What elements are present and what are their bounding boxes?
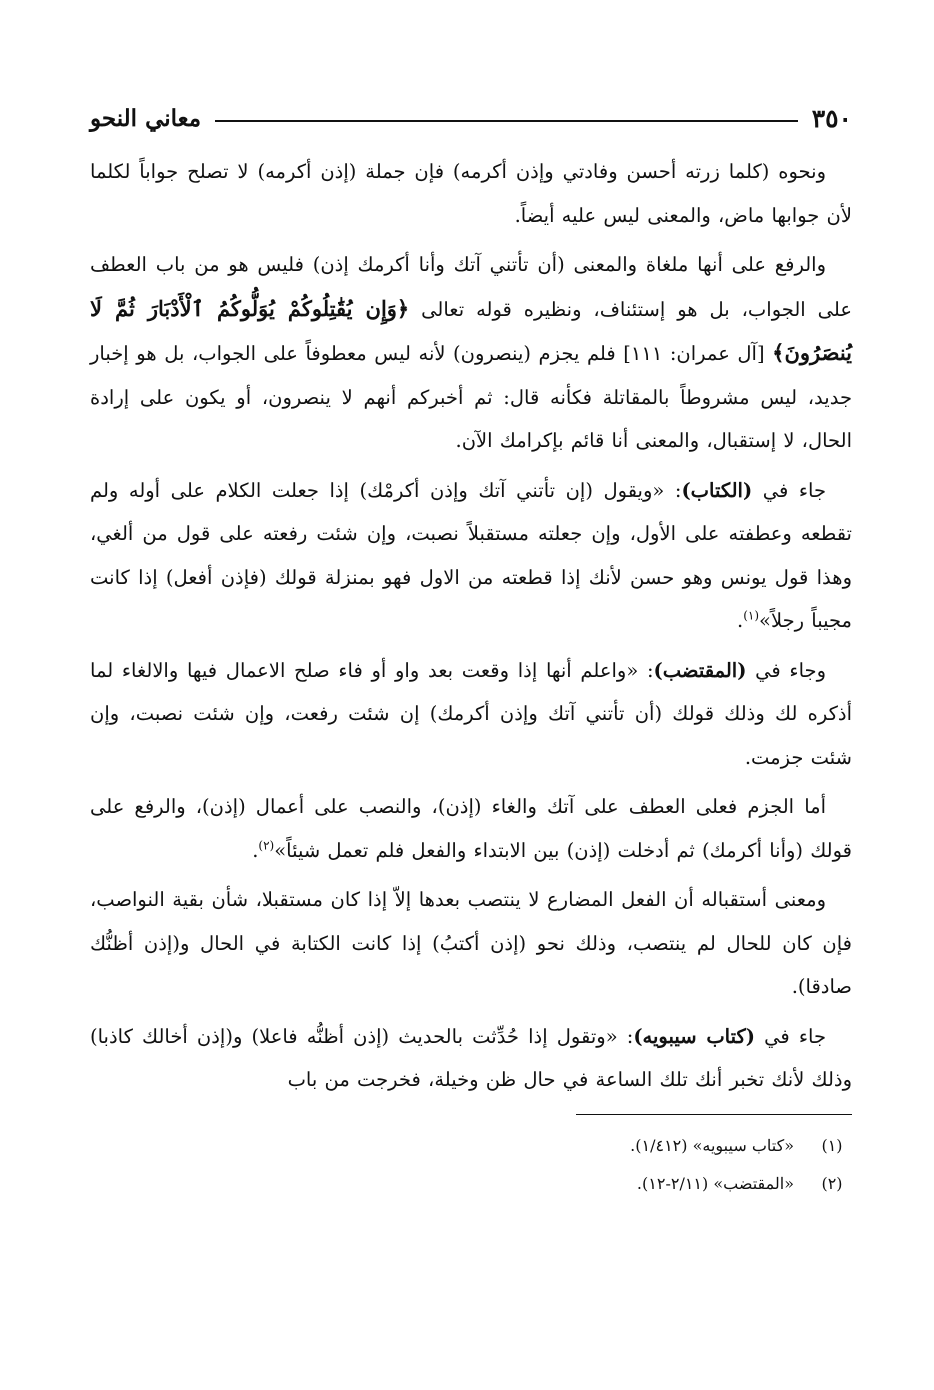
page-number: ٣٥٠ [811, 103, 852, 133]
paragraph-4-text: : «واعلم أنها إذا وقعت بعد واو أو فاء صلح الاعمال فيها والالغاء لما أذكره لك وذلك قولك (أن تأتني آتك وإذن أكرمك) إن شئت رفعت، وإن شئت نصبت، وإن شئت جزمت. [90, 658, 852, 769]
body-text [90, 150, 852, 1102]
page-header [90, 96, 852, 140]
footnote-2 [90, 1165, 852, 1203]
paragraph-7-lead: جاء في [755, 1024, 826, 1048]
footnote-1 [90, 1127, 852, 1165]
source-title-muqtadab: (المقتضب) [653, 658, 747, 682]
footnote-text: «المقتضب» (٢/١١-١٢). [636, 1173, 794, 1193]
footnote-separator [576, 1114, 852, 1115]
paragraph-2 [90, 243, 852, 463]
paragraph-4-lead: وجاء في [746, 658, 826, 682]
paragraph-5-end: . [252, 838, 259, 862]
paragraph-6: ومعنى أستقباله أن الفعل المضارع لا ينتصب بعدها إلاّ إذا كان مستقبلا، شأن بقية النواصب، فإن كان للحال لم ينتصب، وذلك نحو (إذن أكتبُ) إذا كانت الكتابة في الحال و(إذن أظنُّك صادقا). [90, 888, 852, 998]
paragraph-2-text-a: والرفع على أنها ملغاة والمعنى (أن تأتني آتك وأنا أكرمك إذن) فليس هو من باب العطف على الجواب، بل هو إستئناف، ونظيره قوله تعالى [90, 253, 852, 321]
paragraph-5 [90, 785, 852, 872]
source-title-sibawayh: (كتاب سيبويه) [633, 1024, 756, 1048]
paragraph-7-text: : «وتقول إذا حُدِّثت بالحديث (إذن أظنُّه فاعلا) و(إذن أخالك كاذبا) وذلك لأنك تخبر أنك تلك الساعة في حال ظن وخيلة، فخرجت من باب [90, 1024, 852, 1091]
footnote-number: (٢) [821, 1173, 843, 1193]
paragraph-3-lead: جاء في [752, 478, 826, 502]
paragraph-7 [90, 1015, 852, 1102]
footnote-ref-2[interactable]: (٢) [258, 838, 275, 852]
paragraph-4 [90, 649, 852, 780]
paragraph-3-text: : «ويقول (إن تأتني آتك وإذن أكرمْك) إذا جعلت الكلام على أوله ولم تقطعه وعطفته على الأول، وإن جعلته مستقبلاً نصبت، وإن شئت رفعته على قول من ألغي، وهذا قول يونس وهو حسن لأنك إذا قطعته من الاول فهو بمنزلة قولك (فإذن أفعل) إذا كانت مجيباً رجلاً» [90, 478, 852, 632]
header-rule [215, 120, 798, 122]
paragraph-3-end: . [736, 609, 744, 632]
running-title: معاني النحو [90, 104, 202, 132]
footnotes [90, 1127, 852, 1203]
paragraph-3 [90, 469, 852, 643]
source-title-kitab: (الكتاب) [681, 478, 753, 502]
footnote-text: «كتاب سيبويه» (١/٤١٢). [630, 1135, 794, 1155]
footnote-ref-1[interactable]: (١) [743, 608, 760, 623]
footnote-number: (١) [821, 1135, 843, 1155]
paragraph-5-text: أما الجزم فعلى العطف على آتك والغاء (إذن)، والنصب على أعمال (إذن)، والرفع على قولك (وأنا أكرمك) ثم أدخلت (إذن) بين الابتداء والفعل فلم تعمل شيئاً» [90, 795, 852, 862]
paragraph-1: ونحوه (كلما زرته أحسن وفادتي وإذن أكرمه) فإن جملة (إذن أكرمه) لا تصلح جواباً لكلما لأن جوابها ماض، والمعنى ليس عليه أيضاً. [90, 160, 852, 227]
paragraph-2-text-b: [آل عمران: ١١١] فلم يجزم (ينصرون) لأنه ليس معطوفاً على الجواب، بل هو إخبار جديد، ليس مشروطاً بالمقاتلة فكأنه قال: ثم أخبركم أنهم لا ينصرون، أو يكون على إرادة الحال، لا إستقبال، والمعنى أنا قائم بإكرامك الآن. [90, 342, 852, 452]
quran-verse: ﴿وَإِن يُقَٰتِلُوكُمْ يُوَلُّوكُمُ ٱلْأَدْبَارَ ثُمَّ لَا يُنصَرُونَ﴾ [90, 295, 853, 365]
